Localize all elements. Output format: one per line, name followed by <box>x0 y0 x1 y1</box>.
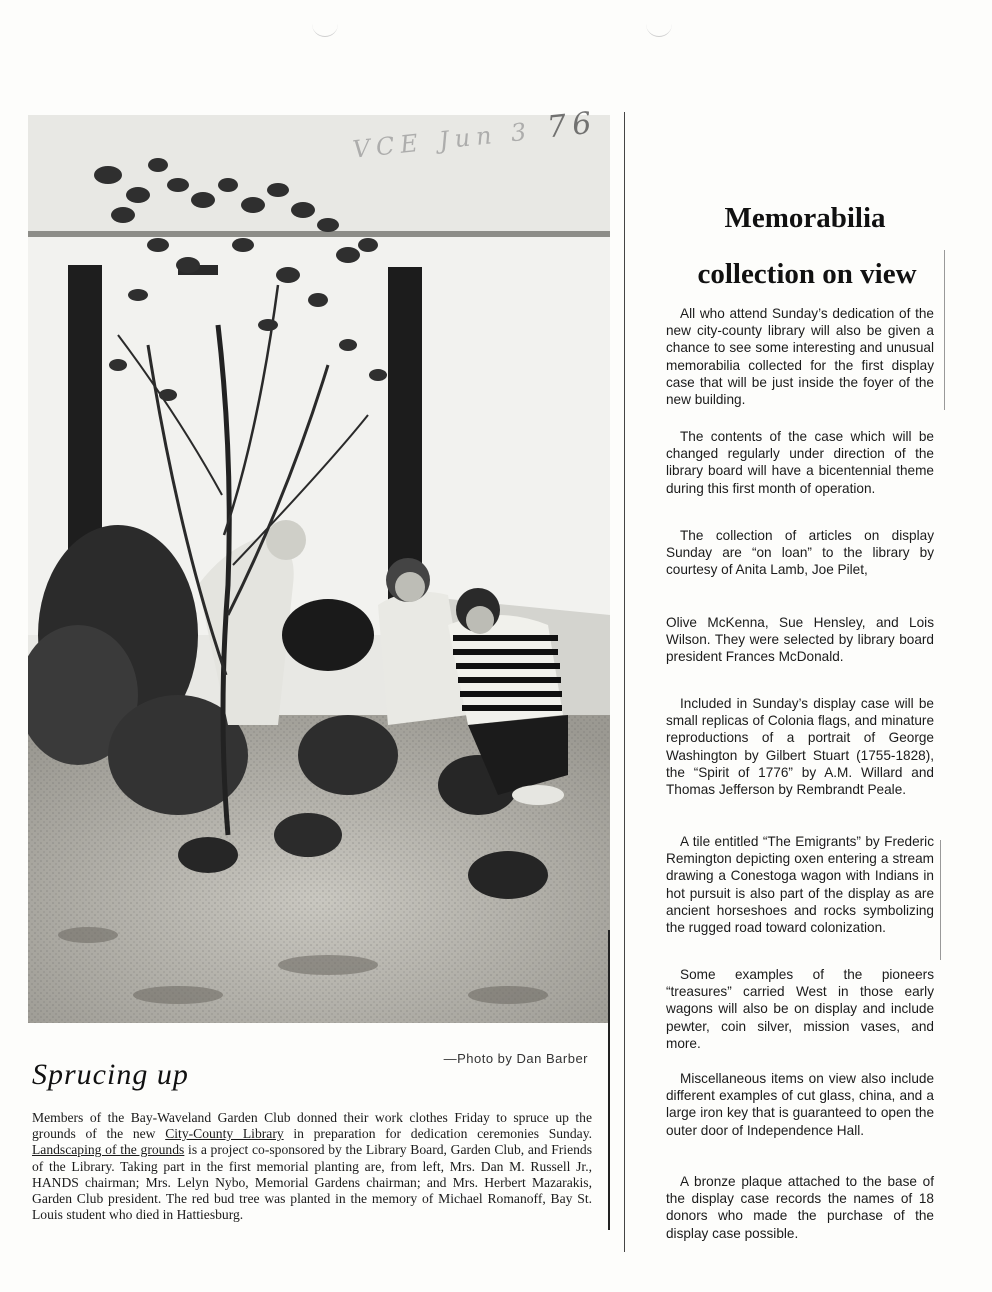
paragraph-text: Miscellaneous items on view also include different examples of cut glass, china, and a large iron key that is guaranteed to open the outer door of Independence Hall. <box>666 1071 934 1138</box>
column-divider <box>608 930 610 1230</box>
article-paragraph <box>666 1173 934 1242</box>
article-paragraph <box>666 695 934 798</box>
caption-underlined-text: City-County Library <box>165 1126 284 1142</box>
paragraph-text: Included in Sunday’s display case will be small replicas of Colonia flags, and minature reproductions of a portrait of George Washington by Gilbert Stuart (1755-1828), the “Spirit of 1776” by A.M. Willard and Thomas Jefferson by Rembrandt Peale. <box>666 696 934 798</box>
photo-illustration <box>28 115 610 1023</box>
article-headline <box>660 190 950 302</box>
paragraph-text: The collection of articles on display Sunday are “on loan” to the library by courtesy of Anita Lamb, Joe Pilet, <box>666 528 934 578</box>
article-paragraph <box>666 305 934 408</box>
caption-underlined-text: Landscaping of the grounds <box>32 1142 185 1158</box>
paragraph-text: All who attend Sunday’s dedication of the new city-county library will also be given a chance to see some interesting and unusual memorabilia collected for the first display case that will be just inside the foyer of the new building. <box>666 306 934 408</box>
handwritten-year: 76 <box>545 105 600 146</box>
headline-line: Memorabilia <box>724 202 886 234</box>
paragraph-text: Olive McKenna, Sue Hensley, and Lois Wilson. They were selected by library board president Frances McDonald. <box>666 615 934 665</box>
article-paragraph <box>666 614 934 666</box>
article-paragraph <box>666 527 934 579</box>
scan-artifact <box>944 250 945 410</box>
article-paragraph <box>666 966 934 1052</box>
handwritten-initials: VCE <box>351 128 426 164</box>
garden-club-photo <box>28 115 610 1023</box>
article-paragraph <box>666 1070 934 1139</box>
paragraph-text: Some examples of the pioneers “treasures” carried West in those early wagons will also be on display and include pewter, coin silver, mission vases, and more. <box>666 967 934 1051</box>
paragraph-text: A tile entitled “The Emigrants” by Frederic Remington depicting oxen entering a stream drawing a Conestoga wagon with Indians in hot pursuit is also part of the display as are ancient horseshoes and rocks symbolizing the rugged road toward colonization. <box>666 834 934 936</box>
handwritten-date: Jun 3 <box>437 117 534 155</box>
paragraph-text: A bronze plaque attached to the base of the display case records the names of 18 donors who made the purchase of the display case possible. <box>666 1174 934 1241</box>
caption-title: Sprucing up <box>32 1058 189 1091</box>
caption-text: is a project co-sponsored by the Library Board, Garden Club, and Friends of the Library. Taking part in the first memorial planting are, from left, Mrs. Dan M. Russell Jr., HANDS chairman; Mrs. Lelyn Nybo, Memorial Gardens chairman; and Mrs. Herbert Mazarakis, Garden Club president. The red bud tree was planted in the memory of Michael Romanoff, Bay St. Louis student who died in Hattiesburg. <box>32 1142 593 1223</box>
paragraph-text: The contents of the case which will be changed regularly under direction of the library board will have a bicentennial theme during this first month of operation. <box>666 429 934 496</box>
photo-credit: —Photo by Dan Barber <box>443 1051 588 1066</box>
scan-artifact <box>940 840 941 960</box>
article-paragraph <box>666 428 934 497</box>
punch-mark <box>312 18 338 37</box>
column-divider <box>624 112 625 1252</box>
caption-text: Members of the Bay-Waveland Garden Club donned their work clothes Friday to spruce up the grounds of the new <box>32 1110 592 1142</box>
punch-mark <box>646 18 672 37</box>
headline-line: collection on view <box>697 258 917 290</box>
article-paragraph <box>666 833 934 936</box>
caption-body <box>32 1110 592 1223</box>
caption-text: in preparation for dedication ceremonies Sunday. <box>283 1126 593 1142</box>
